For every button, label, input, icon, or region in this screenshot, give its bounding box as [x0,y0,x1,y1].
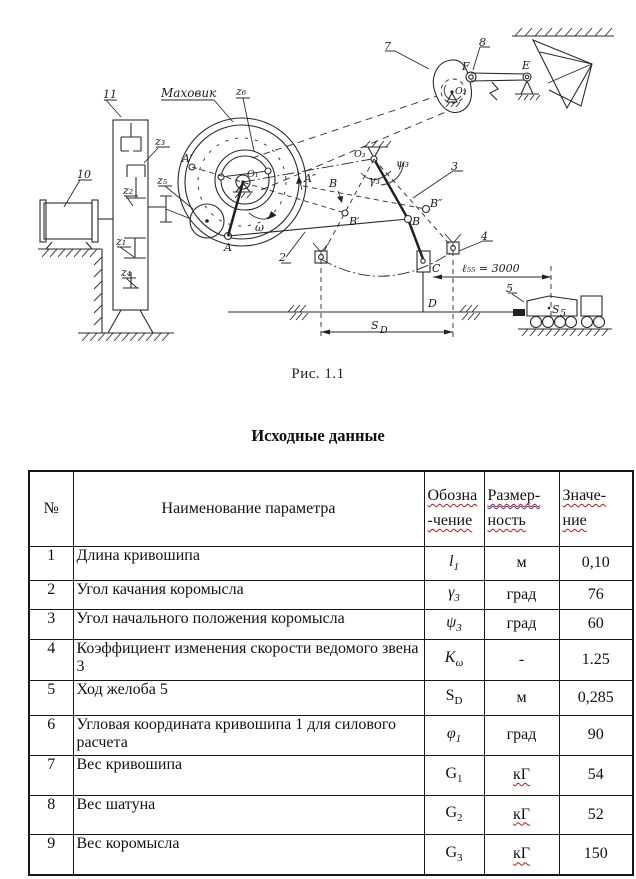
label-3: 3 [451,160,458,173]
param-dimension: град [484,609,559,639]
dimension-sd-sub: D [380,325,388,336]
param-value: 76 [559,580,633,609]
data-table [28,470,634,876]
label-z1: z₁ [116,235,127,248]
param-dimension: град [484,580,559,609]
table-row [29,546,633,580]
label-z6: z₆ [236,85,247,98]
param-symbol: $S_D$ [424,680,484,715]
row-number: 5 [29,680,73,715]
param-dimension: кГ [484,834,559,875]
mechanism-figure [0,0,636,360]
param-value: 54 [559,755,633,795]
label-b: B [412,215,421,228]
table-row [29,795,633,834]
param-dimension: кГ [484,755,559,795]
label-b-dbl: B″ [430,197,443,210]
label-s5: S [552,303,560,316]
param-name: Угол качания коромысла [73,580,424,609]
param-name: Угловая координата кривошипа 1 для силового расчета [73,715,424,755]
label-b-traj: В [329,177,338,190]
gearbox [108,120,191,333]
param-dimension: град [484,715,559,755]
col-header-value: Значе- ние [559,471,633,546]
table-heading: Исходные данные [251,426,385,445]
label-o1: O₁ [247,169,259,180]
param-value: 90 [559,715,633,755]
label-z4: z₄ [121,266,132,279]
motor [38,200,113,257]
param-symbol: $G_1$ [424,755,484,795]
row-number: 6 [29,715,73,755]
param-value: 1.25 [559,639,633,680]
row-number: 7 [29,755,73,795]
param-symbol: $K_\omega$ [424,639,484,680]
label-c: C [432,262,441,275]
label-o2: O₂ [455,86,467,97]
param-name: Ход желоба 5 [73,680,424,715]
param-symbol: $G_3$ [424,834,484,875]
figure-caption: Рис. 1.1 [291,366,345,382]
param-value: 150 [559,834,633,875]
label-4: 4 [481,230,488,243]
label-2: 2 [279,251,286,264]
label-z3: z₃ [155,135,166,148]
table-row [29,715,633,755]
col-header-name-label: Наименование параметра [161,499,336,517]
table-row [29,834,633,875]
table-row [29,639,633,680]
label-s5-sub: 5 [560,308,567,319]
label-b-prime: B′ [349,215,360,228]
label-z2: z₂ [123,184,134,197]
param-dimension: - [484,639,559,680]
label-10: 10 [77,168,91,181]
param-symbol: $l_1$ [424,546,484,580]
jaw-bucket [533,40,592,108]
row-number: 1 [29,546,73,580]
param-name: Вес шатуна [73,795,424,834]
table-row [29,680,633,715]
table-header-row [29,471,633,546]
label-gamma3: γ₃ [369,174,380,187]
label-8: 8 [479,36,486,49]
crank [228,182,243,236]
label-d: D [428,297,437,310]
col-header-num [29,471,73,546]
foundation-ground [78,249,174,341]
param-name: Длина кривошипа [73,546,424,580]
param-symbol: $\varphi_1$ [424,715,484,755]
param-dimension: м [484,680,559,715]
param-dimension: м [484,546,559,580]
param-dimension: кГ [484,795,559,834]
param-symbol: $G_2$ [424,795,484,834]
param-name: Вес коромысла [73,834,424,875]
param-name: Коэффициент изменения скорости ведомого звена 3 [73,639,424,680]
col-header-num-label: № [43,499,59,517]
ground-and-dimensions [228,242,551,338]
table-row [29,609,633,639]
dimension-l55: ℓ₅₅ = 3000 [462,262,520,275]
label-11: 11 [103,88,117,101]
label-a: A [224,241,232,254]
param-name: Вес кривошипа [73,755,424,795]
row-number: 9 [29,834,73,875]
param-value: 60 [559,609,633,639]
row-number: 8 [29,795,73,834]
row-number: 3 [29,609,73,639]
col-header-dimension: Размер- ность [484,471,559,546]
label-a-prime: A′ [182,152,193,165]
param-value: 52 [559,795,633,834]
label-psi3: ψ₃ [396,157,410,170]
label-z5: z₅ [157,174,168,187]
label-f: F [462,60,470,73]
col-header-name [73,471,424,546]
col-header-symbol: Обозна -чение [424,471,484,546]
param-symbol: $\gamma_3$ [424,580,484,609]
label-e: E [522,59,531,72]
label-a-dbl: A″ [304,172,317,185]
label-5: 5 [506,282,513,295]
label-flywheel: Маховик [161,86,217,100]
param-name: Угол начального положения коромысла [73,609,424,639]
label-omega: ω [255,221,264,234]
label-7: 7 [384,40,391,53]
table-row [29,755,633,795]
dimension-sd: S [371,319,379,332]
label-o3: O₃ [354,149,366,160]
param-value: 0,285 [559,680,633,715]
table-row [29,580,633,609]
row-number: 2 [29,580,73,609]
row-number: 4 [29,639,73,680]
param-value: 0,10 [559,546,633,580]
param-symbol: $\psi_3$ [424,609,484,639]
